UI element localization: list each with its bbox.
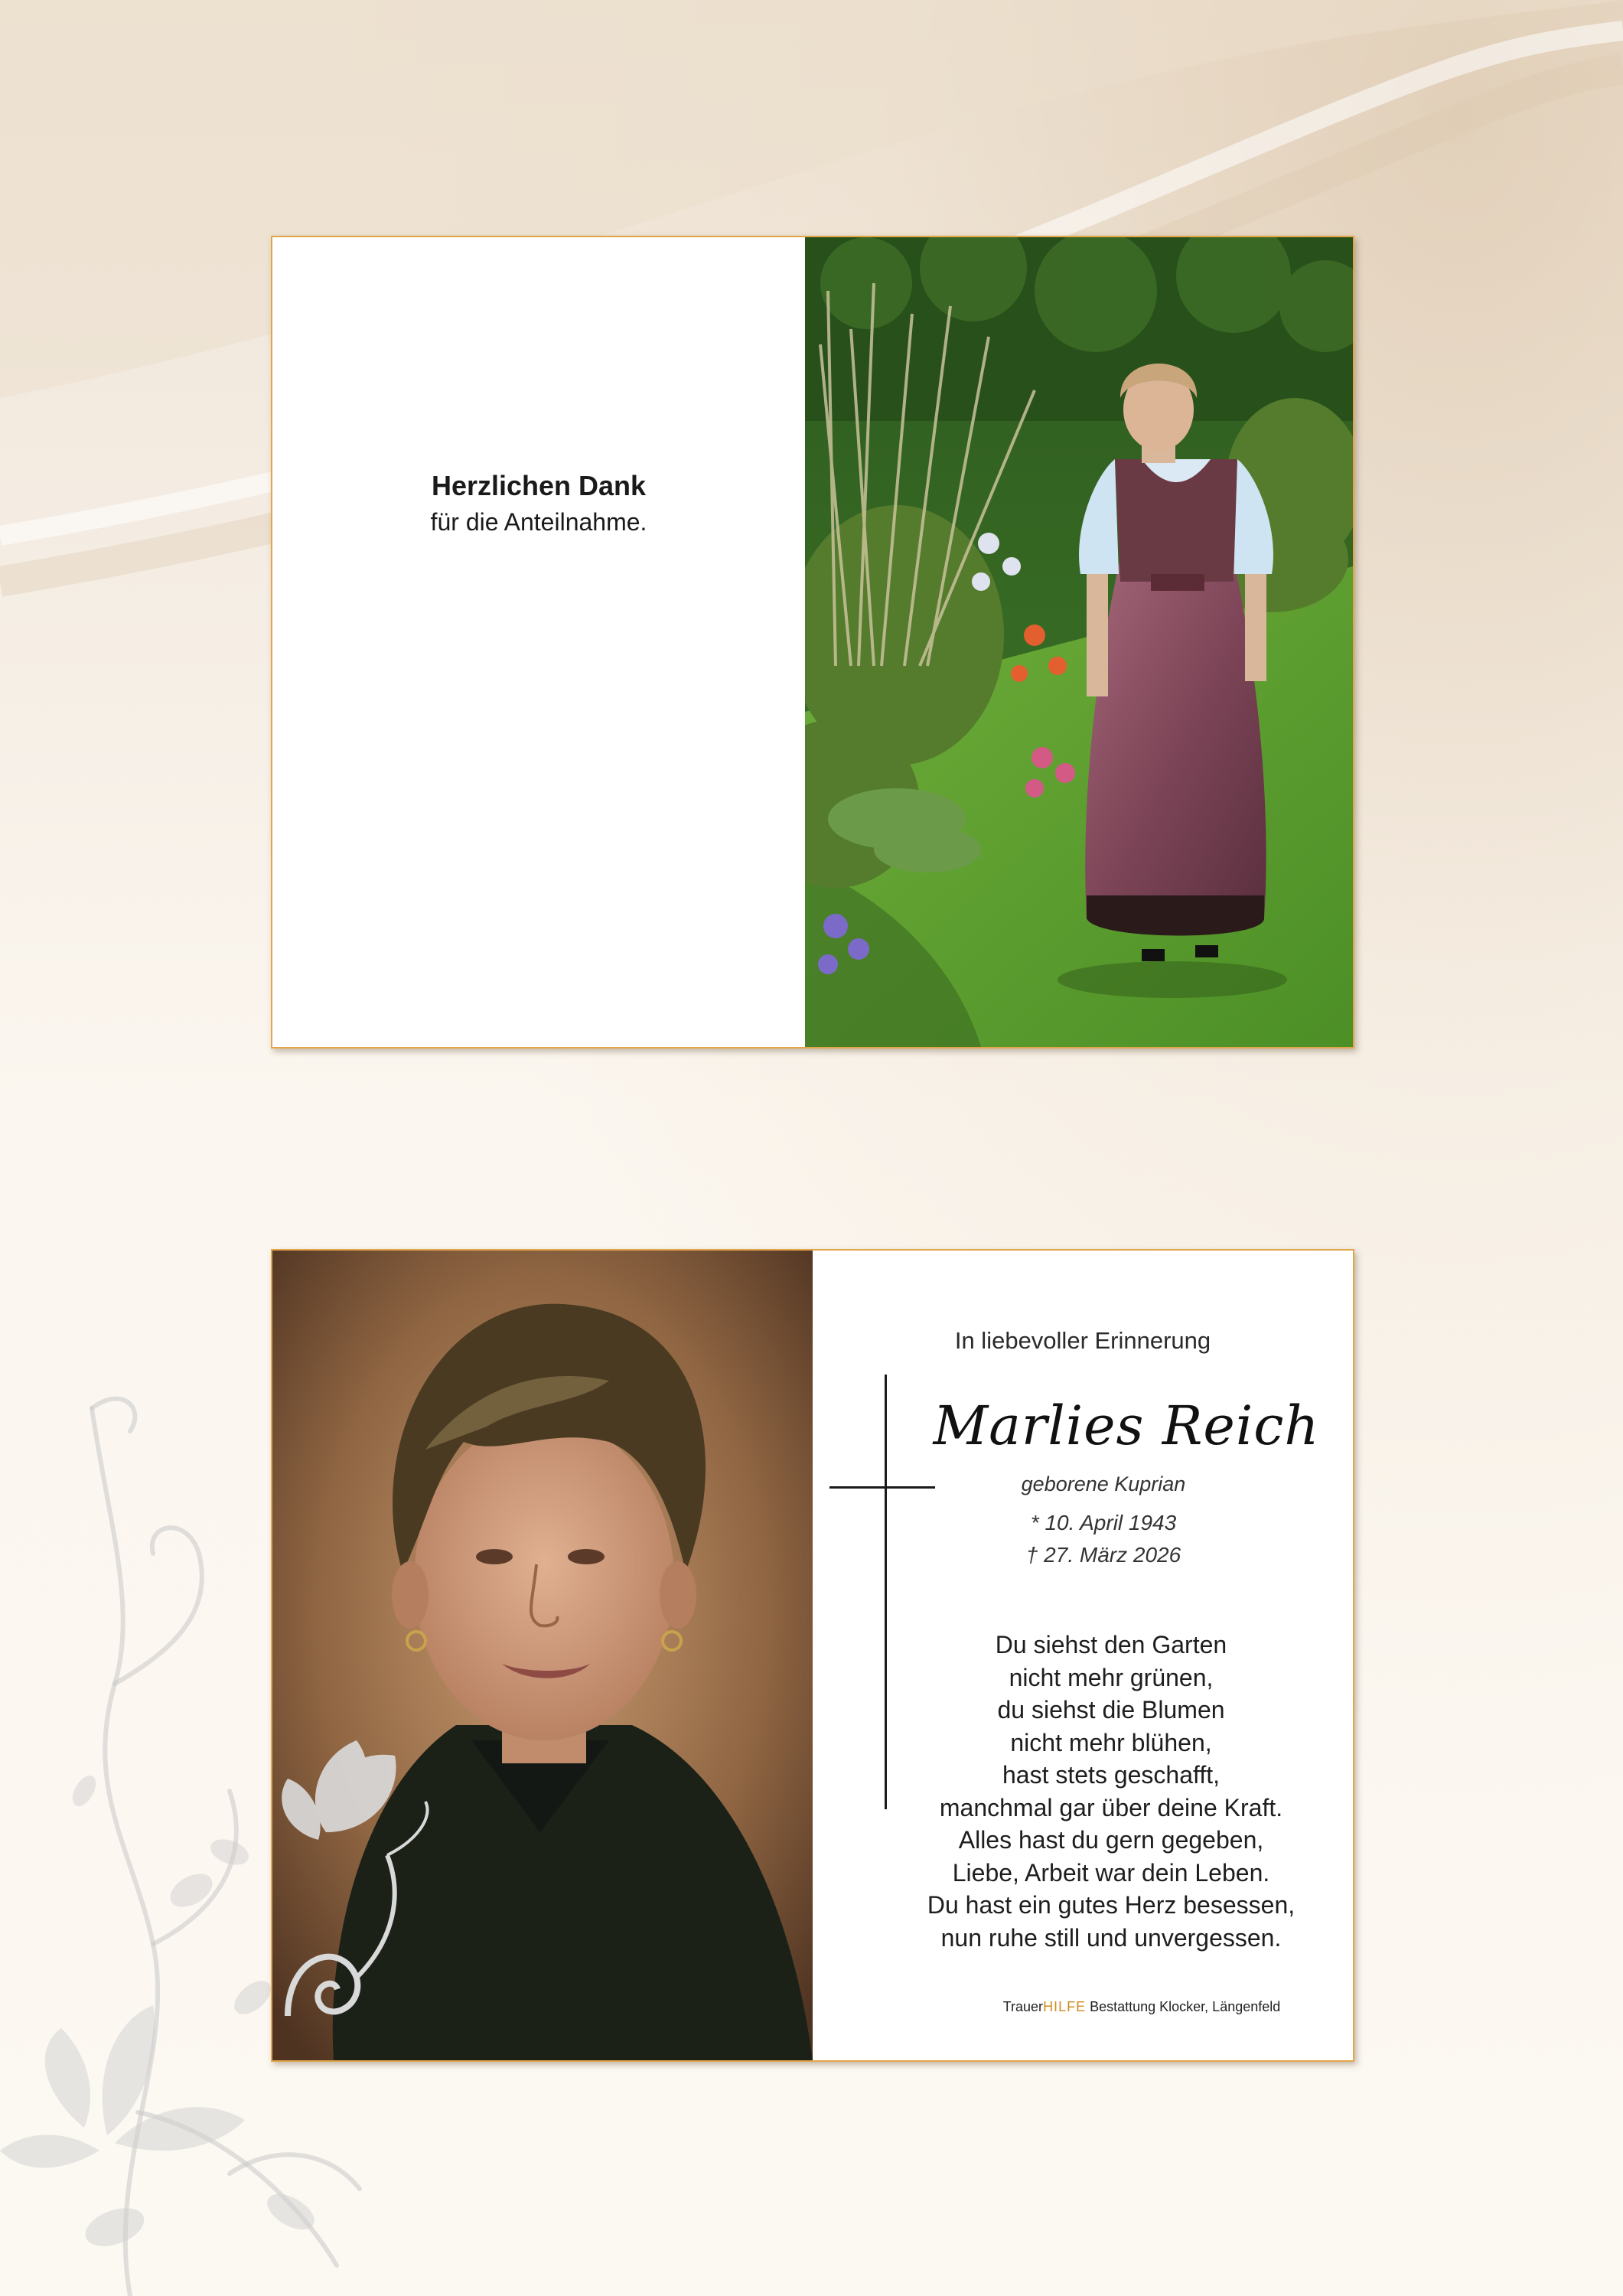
memorial-card — [271, 1249, 1354, 2062]
brand-logo-part2: HILFE — [1043, 1999, 1087, 2014]
birth-date: * 10. April 1943 — [1030, 1511, 1177, 1534]
thank-you-title: Herzlichen Dank — [431, 470, 647, 501]
poem-line: nicht mehr grünen, — [1009, 1663, 1214, 1691]
brand-logo-part1: Trauer — [1002, 1999, 1044, 2014]
poem-line: du siehst die Blumen — [997, 1696, 1225, 1724]
garden-photo — [805, 237, 1353, 1047]
cross-icon — [885, 1375, 887, 1809]
company-name: Bestattung Klocker, Längenfeld — [1090, 1999, 1281, 2014]
thank-you-subtitle: für die Anteilnahme. — [430, 508, 647, 536]
poem-line: nicht mehr blühen, — [1010, 1728, 1212, 1756]
poem-line: Alles hast du gern gegeben, — [958, 1826, 1264, 1854]
poem-line: Liebe, Arbeit war dein Leben. — [952, 1858, 1270, 1887]
deceased-name: Marlies Reich — [933, 1394, 1320, 1457]
poem-line: manchmal gar über deine Kraft. — [939, 1793, 1283, 1821]
thank-you-text-panel — [272, 237, 805, 1047]
funeral-home-footer — [950, 1999, 1333, 2015]
portrait-photo — [272, 1251, 813, 2060]
poem-line: Du siehst den Garten — [995, 1631, 1227, 1658]
death-date: † 27. März 2026 — [1025, 1543, 1181, 1567]
memorial-text-panel — [813, 1251, 1353, 2060]
poem-line: hast stets geschafft, — [1002, 1761, 1220, 1789]
maiden-name: geborene Kuprian — [1021, 1473, 1186, 1495]
poem-line: nun ruhe still und unvergessen. — [940, 1923, 1282, 1952]
cross-icon-bar — [829, 1486, 935, 1489]
memorial-poem — [889, 1629, 1333, 1954]
memorial-heading: In liebevoller Erinnerung — [954, 1327, 1211, 1354]
thank-you-card — [271, 236, 1354, 1049]
poem-line: Du hast ein gutes Herz besessen, — [927, 1891, 1295, 1919]
